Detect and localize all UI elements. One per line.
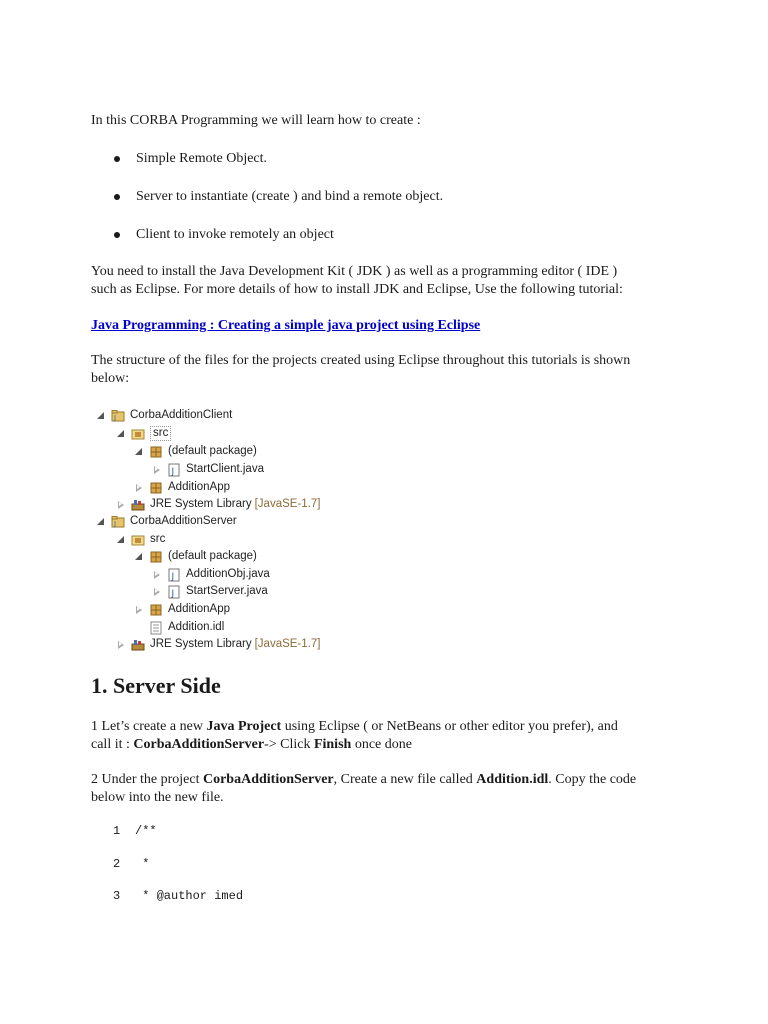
install-paragraph: You need to install the Java Development Kit ( JDK ) as well as a programming editor ( IDE ) such as Eclipse. For more details of how to install JDK and Eclipse, Use the following tutorial: (91, 264, 623, 297)
tree-item-client-jre: JRE System Library [JavaSE-1.7] (116, 496, 320, 513)
tree-item-server-src: src (116, 531, 165, 548)
section-heading: 1. Server Side (91, 673, 221, 698)
package-icon (149, 550, 163, 564)
step-1-paragraph: 1 Let’s create a new Java Project using Eclipse ( or NetBeans or other editor you prefer), and call it : CorbaAdditionServer-> Click Finish once done (91, 719, 618, 752)
collapsed-arrow-icon (152, 465, 162, 475)
list-item: Server to instantiate (create ) and bind a remote object. (112, 188, 443, 226)
collapsed-arrow-icon (152, 587, 162, 597)
library-icon (131, 638, 145, 652)
intro-text: In this CORBA Programming we will learn how to create : (91, 113, 421, 128)
tree-item-server-default-package: (default package) (134, 548, 257, 565)
package-icon (149, 445, 163, 459)
java-file-icon (167, 463, 181, 477)
expanded-arrow-icon (134, 447, 144, 457)
source-folder-icon (131, 533, 145, 547)
java-project-icon (111, 515, 125, 529)
text-file-icon (149, 621, 163, 635)
svg-text:J: J (114, 413, 117, 422)
tree-item-start-client: J StartClient.java (152, 461, 264, 478)
java-file-icon (167, 568, 181, 582)
expanded-arrow-icon (116, 535, 126, 545)
expanded-arrow-icon (96, 411, 106, 421)
tree-item-client-src: src (116, 425, 171, 442)
svg-text:J: J (171, 588, 175, 599)
feature-list (112, 150, 443, 264)
java-project-icon (111, 409, 125, 423)
code-line: 1 /** (113, 824, 157, 838)
svg-text:J: J (171, 466, 175, 477)
collapsed-arrow-icon (134, 605, 144, 615)
java-file-icon (167, 585, 181, 599)
list-item: Client to invoke remotely an object (112, 226, 443, 264)
tree-item-start-server: J StartServer.java (152, 583, 268, 600)
svg-text:J: J (114, 519, 117, 528)
tree-item-addition-obj: J AdditionObj.java (152, 566, 270, 583)
tree-item-server-project: J CorbaAdditionServer (96, 513, 237, 530)
bullet-icon (114, 194, 120, 200)
package-icon (149, 603, 163, 617)
tree-item-client-project: J CorbaAdditionClient (96, 407, 232, 424)
bullet-icon (114, 156, 120, 162)
tutorial-link[interactable]: Java Programming : Creating a simple java project using Eclipse (91, 318, 481, 333)
collapsed-arrow-icon (152, 570, 162, 580)
expanded-arrow-icon (116, 429, 126, 439)
expanded-arrow-icon (96, 517, 106, 527)
collapsed-arrow-icon (116, 500, 126, 510)
tree-item-client-default-package: (default package) (134, 443, 257, 460)
code-line: 2 * (113, 857, 150, 871)
tutorial-link-line (91, 317, 691, 335)
tree-item-client-addition-app: AdditionApp (134, 479, 230, 496)
collapsed-arrow-icon (116, 640, 126, 650)
code-line: 3 * @author imed (113, 889, 244, 903)
collapsed-arrow-icon (134, 483, 144, 493)
package-icon (149, 481, 163, 495)
list-item: Simple Remote Object. (112, 150, 443, 188)
tree-item-server-jre: JRE System Library [JavaSE-1.7] (116, 636, 320, 653)
expanded-arrow-icon (134, 552, 144, 562)
step-2-paragraph: 2 Under the project CorbaAdditionServer, Create a new file called Addition.idl. Copy the code below into the new file. (91, 772, 637, 805)
svg-text:J: J (171, 571, 175, 582)
bullet-icon (114, 232, 120, 238)
structure-paragraph: The structure of the files for the projects created using Eclipse throughout this tutorials is shown below: (91, 353, 631, 386)
tree-item-server-addition-app: AdditionApp (134, 601, 230, 618)
library-icon (131, 498, 145, 512)
tree-item-addition-idl: Addition.idl (149, 619, 224, 636)
project-tree-image (96, 407, 356, 657)
source-folder-icon (131, 427, 145, 441)
